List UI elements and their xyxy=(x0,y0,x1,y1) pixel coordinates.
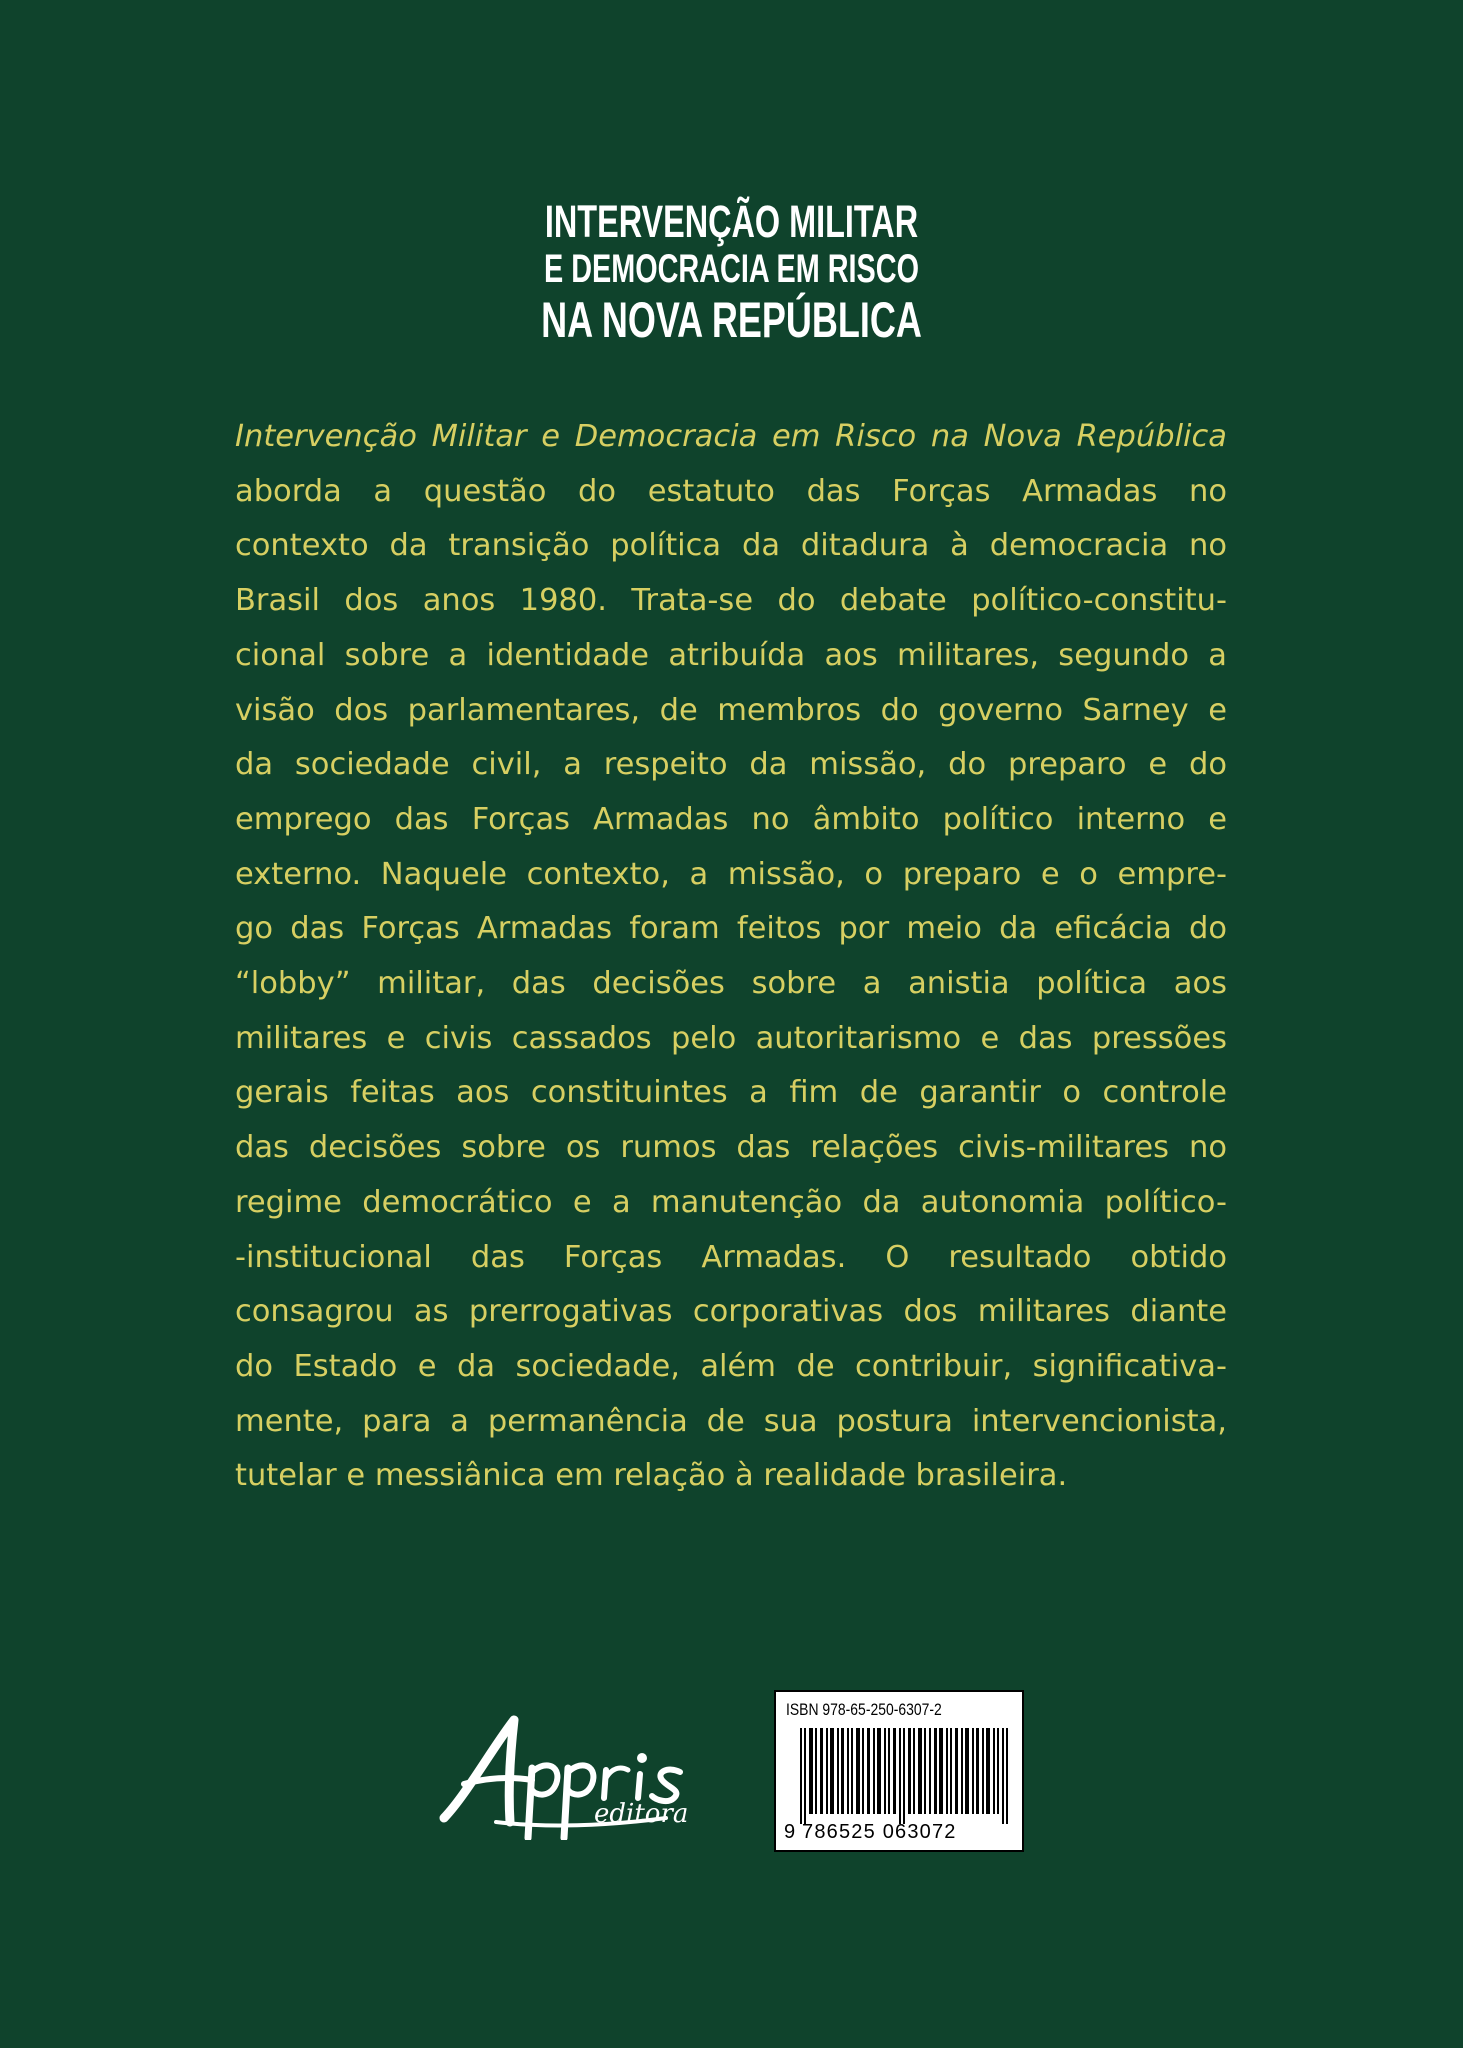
synopsis-line: emprego das Forças Armadas no âmbito político interno e xyxy=(235,801,1227,837)
synopsis-line: mente, para a permanência de sua postura intervencionista, xyxy=(235,1403,1227,1439)
title-line-1: INTERVENÇÃO MILITAR xyxy=(544,196,919,247)
ean-first-digit: 9 xyxy=(784,1821,796,1843)
isbn-label: ISBN 978-65-250-6307-2 xyxy=(786,1700,942,1719)
synopsis-line: Brasil dos anos 1980. Trata-se do debate político-constitu- xyxy=(235,583,1227,619)
title-line-3: NA NOVA REPÚBLICA xyxy=(541,291,922,348)
synopsis-line: -institucional das Forças Armadas. O resultado obtido xyxy=(235,1239,1227,1275)
barcode-bars xyxy=(800,1728,1010,1824)
book-title xyxy=(0,196,1463,349)
synopsis-line: consagrou as prerrogativas corporativas dos militares diante xyxy=(235,1294,1227,1330)
logo-dot xyxy=(637,1753,647,1763)
synopsis-line: regime democrático e a manutenção da autonomia político- xyxy=(235,1184,1227,1220)
synopsis-line: visão dos parlamentares, de membros do governo Sarney e xyxy=(235,692,1227,728)
synopsis-line: contexto da transição política da ditadura à democracia no xyxy=(235,528,1227,564)
isbn-barcode xyxy=(774,1690,1024,1852)
synopsis-line: das decisões sobre os rumos das relações civis-militares no xyxy=(235,1130,1227,1166)
title-line-2: E DEMOCRACIA EM RISCO xyxy=(544,246,919,291)
synopsis-line: “lobby” militar, das decisões sobre a anistia política aos xyxy=(235,966,1227,1002)
synopsis-line: tutelar e messiânica em relação à realidade brasileira. xyxy=(235,1458,1068,1494)
ean-remaining-digits: 786525 063072 xyxy=(802,1821,957,1843)
synopsis-line: go das Forças Armadas foram feitos por meio da eficácia do xyxy=(235,911,1227,947)
synopsis-line: gerais feitas aos constituintes a fim de garantir o controle xyxy=(235,1075,1227,1111)
synopsis-line: militares e civis cassados pelo autoritarismo e das pressões xyxy=(235,1020,1227,1056)
synopsis-line: aborda a questão do estatuto das Forças Armadas no xyxy=(235,473,1227,509)
synopsis-line: Intervenção Militar e Democracia em Risco na Nova República xyxy=(235,419,1227,454)
synopsis-line: do Estado e da sociedade, além de contribuir, significativa- xyxy=(235,1348,1227,1384)
synopsis-line: cional sobre a identidade atribuída aos militares, segundo a xyxy=(235,637,1227,673)
logo-subtext: editora xyxy=(594,1799,689,1829)
synopsis-line: da sociedade civil, a respeito da missão, do preparo e do xyxy=(235,747,1227,783)
synopsis-line: externo. Naquele contexto, a missão, o preparo e o empre- xyxy=(235,856,1227,892)
synopsis-text xyxy=(235,410,1227,1504)
appris-editora-logo xyxy=(436,1710,716,1840)
